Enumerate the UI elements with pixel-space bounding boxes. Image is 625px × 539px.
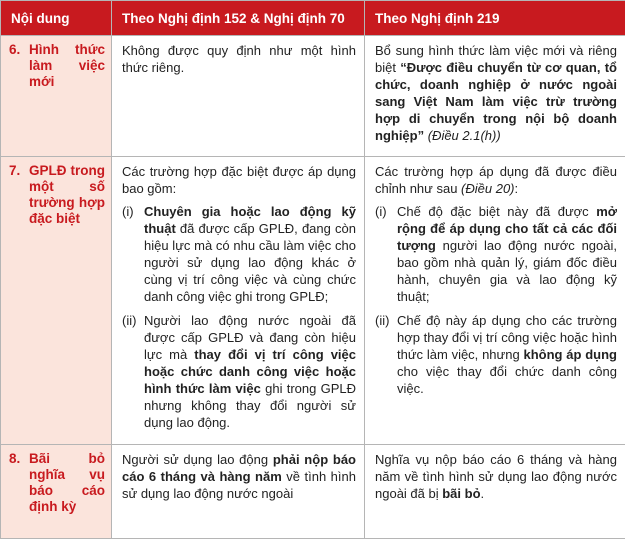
cell-old-regulation bbox=[112, 36, 365, 157]
cell-old-regulation bbox=[112, 157, 365, 445]
item-marker: (ii) bbox=[122, 312, 144, 431]
cell-intro: Các trường hợp đặc biệt được áp dụng bao gồm: bbox=[122, 163, 356, 197]
cell-text: Người sử dụng lao động phải nộp báo cáo 6 tháng và hàng năm về tình hình sử dụng lao động nước ngoài bbox=[122, 451, 356, 502]
table-row bbox=[1, 36, 625, 157]
emphasis-text: mở rộng để áp dụng cho tất cả các đối tượng bbox=[397, 204, 617, 253]
cell-new-regulation bbox=[365, 36, 625, 157]
list-item: (ii) Người lao động nước ngoài đã được cấp GPLĐ và đang còn hiệu lực mà thay đổi vị trí công việc hoặc chức danh công việc hoặc hình thức làm việc ghi trong GPLĐ nhưng không thay đổi người sử dụng lao động. bbox=[122, 312, 356, 431]
emphasis-text: Chuyên gia hoặc lao động kỹ thuật bbox=[144, 204, 356, 236]
table-row bbox=[1, 445, 625, 539]
row-label bbox=[1, 157, 112, 445]
row-title: Hình thức làm việc mới bbox=[29, 42, 105, 90]
list-item: (i) Chế độ đặc biệt này đã được mở rộng để áp dụng cho tất cả các đối tượng người lao động nước ngoài, bao gồm nhà quản lý, giám đốc điều hành, chuyên gia và lao động kỹ thuật; bbox=[375, 203, 617, 305]
cell-text: Bổ sung hình thức làm việc mới và riêng biệt “Được điều chuyển từ cơ quan, tổ chức, doanh nghiệp ở nước ngoài sang Việt Nam làm việc trừ trường hợp di chuyển trong nội bộ doanh nghiệp” (Điều 2.1(h)) bbox=[375, 42, 617, 144]
row-label bbox=[1, 445, 112, 539]
item-marker: (i) bbox=[375, 203, 397, 305]
cell-new-regulation bbox=[365, 157, 625, 445]
table-row bbox=[1, 157, 625, 445]
emphasis-text: phải nộp báo cáo 6 tháng và hàng năm bbox=[122, 452, 356, 484]
emphasis-text: “Được điều chuyển từ cơ quan, tổ chức, doanh nghiệp ở nước ngoài sang Việt Nam làm việc trừ trường hợp di chuyển trong nội bộ doanh nghiệp” bbox=[375, 60, 617, 143]
article-reference: (Điều 2.1(h)) bbox=[424, 128, 501, 143]
cell-text: Không được quy định như một hình thức riêng. bbox=[122, 42, 356, 76]
row-number: 7. bbox=[9, 163, 29, 227]
cell-intro: Các trường hợp áp dụng đã được điều chỉnh như sau (Điều 20): bbox=[375, 163, 617, 197]
row-number: 8. bbox=[9, 451, 29, 515]
emphasis-text: không áp dụng bbox=[524, 347, 618, 362]
list-item: (i) Chuyên gia hoặc lao động kỹ thuật đã được cấp GPLĐ, đang còn hiệu lực mà có nhu cầu làm việc cho người sử dụng lao động khác ở cùng vị trí công việc và cùng chức danh công việc ghi trong GPLĐ; bbox=[122, 203, 356, 305]
header-decree-219: Theo Nghị định 219 bbox=[365, 1, 625, 36]
header-content: Nội dung bbox=[1, 1, 112, 36]
header-decree-152-70: Theo Nghị định 152 & Nghị định 70 bbox=[112, 1, 365, 36]
table-header-row bbox=[1, 1, 625, 36]
emphasis-text: bãi bỏ bbox=[442, 486, 480, 501]
emphasis-text: thay đổi vị trí công việc hoặc chức danh công việc hoặc hình thức làm việc bbox=[144, 347, 356, 396]
cell-old-regulation bbox=[112, 445, 365, 539]
article-reference: (Điều 20) bbox=[461, 181, 514, 196]
row-title: GPLĐ trong một số trường hợp đặc biệt bbox=[29, 163, 105, 227]
list-item: (ii) Chế độ này áp dụng cho các trường hợp thay đổi vị trí công việc hoặc hình thức làm việc, nhưng không áp dụng cho việc thay đổi chức danh công việc. bbox=[375, 312, 617, 397]
item-marker: (i) bbox=[122, 203, 144, 305]
item-marker: (ii) bbox=[375, 312, 397, 397]
cell-new-regulation bbox=[365, 445, 625, 539]
row-title: Bãi bỏ nghĩa vụ báo cáo định kỳ bbox=[29, 451, 105, 515]
cell-text: Nghĩa vụ nộp báo cáo 6 tháng và hàng năm về tình hình sử dụng lao động nước ngoài đã bị bãi bỏ. bbox=[375, 451, 617, 502]
row-number: 6. bbox=[9, 42, 29, 90]
row-label bbox=[1, 36, 112, 157]
